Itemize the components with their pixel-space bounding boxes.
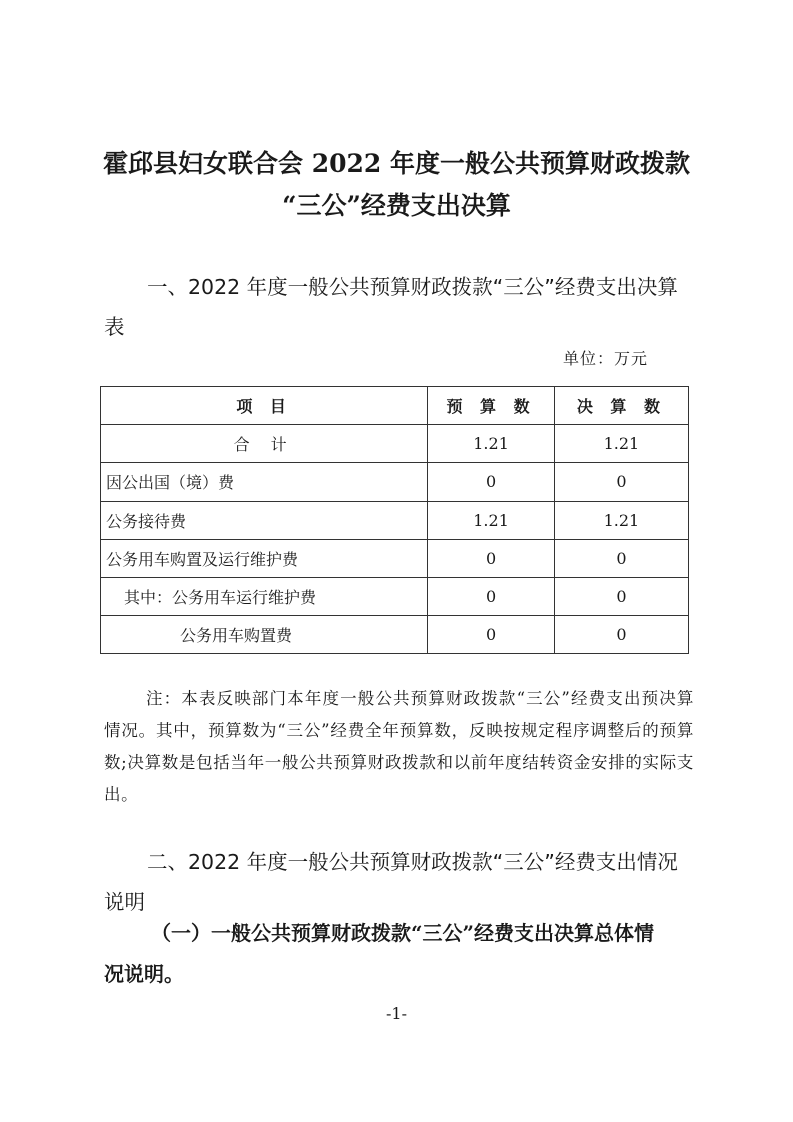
row-final: 0 (554, 539, 688, 577)
row-budget: 0 (428, 463, 555, 501)
header-final: 决 算 数 (554, 387, 688, 425)
subsection1-heading-continued: 况说明。 (104, 962, 184, 986)
row-item: 其中：公务用车运行维护费 (101, 577, 428, 615)
table-header-row (101, 387, 689, 425)
row-item: 公务用车购置费 (101, 616, 428, 654)
row-final: 0 (554, 463, 688, 501)
row-item: 合 计 (101, 425, 428, 463)
table-row (101, 463, 689, 501)
row-final: 0 (554, 616, 688, 654)
table-note: 注：本表反映部门本年度一般公共预算财政拨款“三公”经费支出预决算情况。其中，预算数为“三公”经费全年预算数，反映按规定程序调整后的预算数;决算数是包括当年一般公共预算财政拨款和以前年度结转资金安排的实际支出。 (104, 689, 694, 804)
section2-heading: 二、2022 年度一般公共预算财政拨款“三公”经费支出情况 (147, 850, 678, 874)
page-number: -1- (386, 1004, 407, 1023)
table-row-total (101, 425, 689, 463)
three-public-expenses-table (100, 386, 689, 654)
unit-label: 单位：万元 (563, 349, 649, 368)
table-row (101, 616, 689, 654)
section2-heading-continued: 说明 (104, 890, 145, 914)
row-budget: 0 (428, 616, 555, 654)
table-row (101, 539, 689, 577)
row-final: 1.21 (554, 425, 688, 463)
row-budget: 1.21 (428, 501, 555, 539)
subsection1-heading: （一）一般公共预算财政拨款“三公”经费支出决算总体情 (151, 921, 655, 945)
row-final: 1.21 (554, 501, 688, 539)
header-budget: 预 算 数 (428, 387, 555, 425)
table-row (101, 501, 689, 539)
row-budget: 1.21 (428, 425, 555, 463)
row-budget: 0 (428, 539, 555, 577)
header-item: 项 目 (101, 387, 428, 425)
row-item: 公务接待费 (101, 501, 428, 539)
document-title-line1: 霍邱县妇女联合会 2022 年度一般公共预算财政拨款 (103, 149, 690, 178)
section1-heading-continued: 表 (104, 315, 125, 339)
section1-heading: 一、2022 年度一般公共预算财政拨款“三公”经费支出决算 (147, 275, 678, 299)
table-row (101, 577, 689, 615)
row-item: 公务用车购置及运行维护费 (101, 539, 428, 577)
row-budget: 0 (428, 577, 555, 615)
document-title-line2: “三公”经费支出决算 (282, 191, 511, 220)
row-item: 因公出国（境）费 (101, 463, 428, 501)
row-final: 0 (554, 577, 688, 615)
